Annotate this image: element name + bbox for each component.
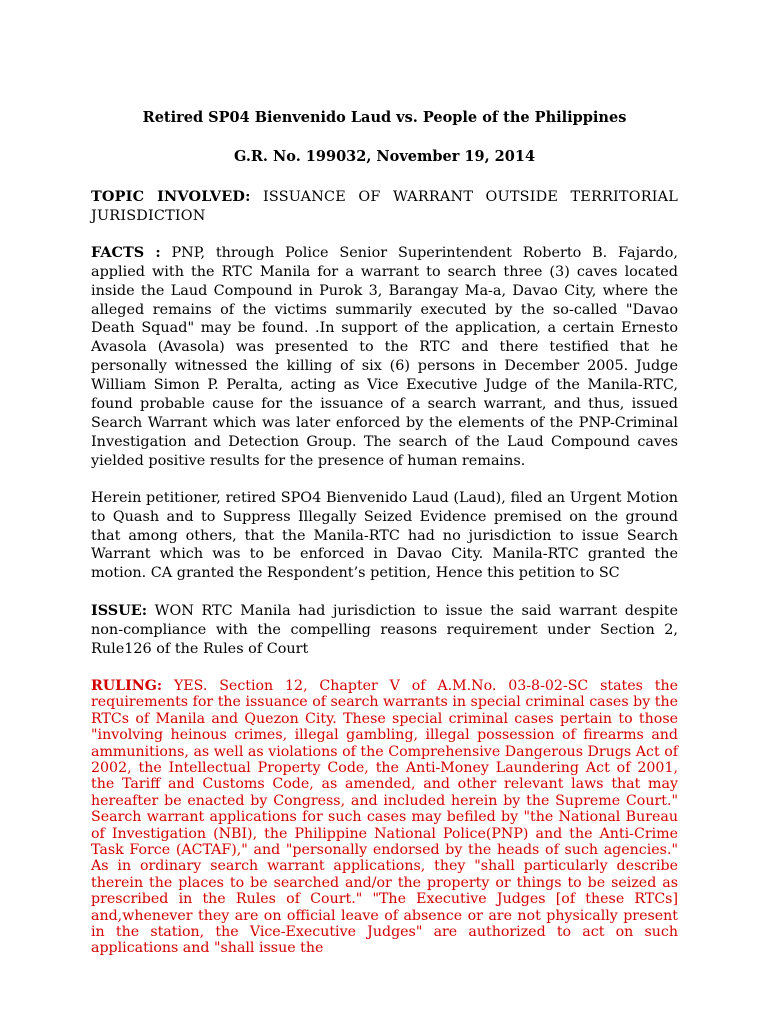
case-title: Retired SP04 Bienvenido Laud vs. People of the Philippines <box>142 109 627 126</box>
issue-label: ISSUE: <box>91 602 148 620</box>
facts-label: FACTS : <box>91 243 161 261</box>
facts-text: PNP, through Police Senior Superintendent Roberto B. Fajardo, applied with the RTC Manila for a warrant to search three (3) caves located inside the Laud Compound in Purok 3, Barangay Ma-a, Davao City, where the alleged remains of the victims summarily executed by the so-called "Davao Death Squad" may be found. .In support of the application, a certain Ernesto Avasola (Avasola) was presented to the RTC and there testified that he personally witnessed the killing of six (6) persons in December 2005. Judge William Simon P. Peralta, acting as Vice Executive Judge of the Manila-RTC, found probable cause for the issuance of a search warrant, and thus, issued Search Warrant which was later enforced by the elements of the PNP-Criminal Investigation and Detection Group. The search of the Laud Compound caves yielded positive results for the presence of human remains. <box>91 244 678 469</box>
topic-paragraph <box>91 188 678 226</box>
document-page <box>91 108 678 957</box>
topic-label: TOPIC INVOLVED: <box>91 188 251 205</box>
issue-paragraph <box>91 602 678 659</box>
ruling-text: YES. Section 12, Chapter V of A.M.No. 03-8-02-SC states the requirements for the issuance of search warrants in special criminal cases by the RTCs of Manila and Quezon City. These special criminal cases pertain to those "involving heinous crimes, illegal gambling, illegal possession of firearms and ammunitions, as well as violations of the Comprehensive Dangerous Drugs Act of 2002, the Intellectual Property Code, the Anti-Money Laundering Act of 2001, the Tariff and Customs Code, as amended, and other relevant laws that may hereafter be enacted by Congress, and included herein by the Supreme Court." Search warrant applications for such cases may befiled by "the National Bureau of Investigation (NBI), the Philippine National Police(PNP) and the Anti-Crime Task Force (ACTAF)," and "personally endorsed by the heads of such agencies." As in ordinary search warrant applications, they "shall particularly describe therein the places to be searched and/or the property or things to be seized as prescribed in the Rules of Court." "The Executive Judges [of these RTCs] and,whenever they are on official leave of absence or are not physically present in the station, the Vice-Executive Judges" are authorized to act on such applications and "shall issue the <box>91 677 678 957</box>
issue-text: WON RTC Manila had jurisdiction to issue the said warrant despite non-compliance with the compelling reasons requirement under Section 2, Rule126 of the Rules of Court <box>91 603 678 658</box>
ruling-paragraph <box>91 678 678 957</box>
case-number: G.R. No. 199032, November 19, 2014 <box>233 148 536 165</box>
herein-paragraph: Herein petitioner, retired SPO4 Bienvenido Laud (Laud), filed an Urgent Motion to Quash and to Suppress Illegally Seized Evidence premised on the ground that among others, that the Manila-RTC had no jurisdiction to issue Search Warrant which was to be enforced in Davao City. Manila-RTC granted the motion. CA granted the Respondent’s petition, Hence this petition to SC <box>91 489 678 582</box>
topic-text: ISSUANCE OF WARRANT OUTSIDE TERRITORIAL JURISDICTION <box>91 189 679 224</box>
facts-paragraph <box>91 244 678 471</box>
ruling-label: RULING: <box>91 677 163 694</box>
